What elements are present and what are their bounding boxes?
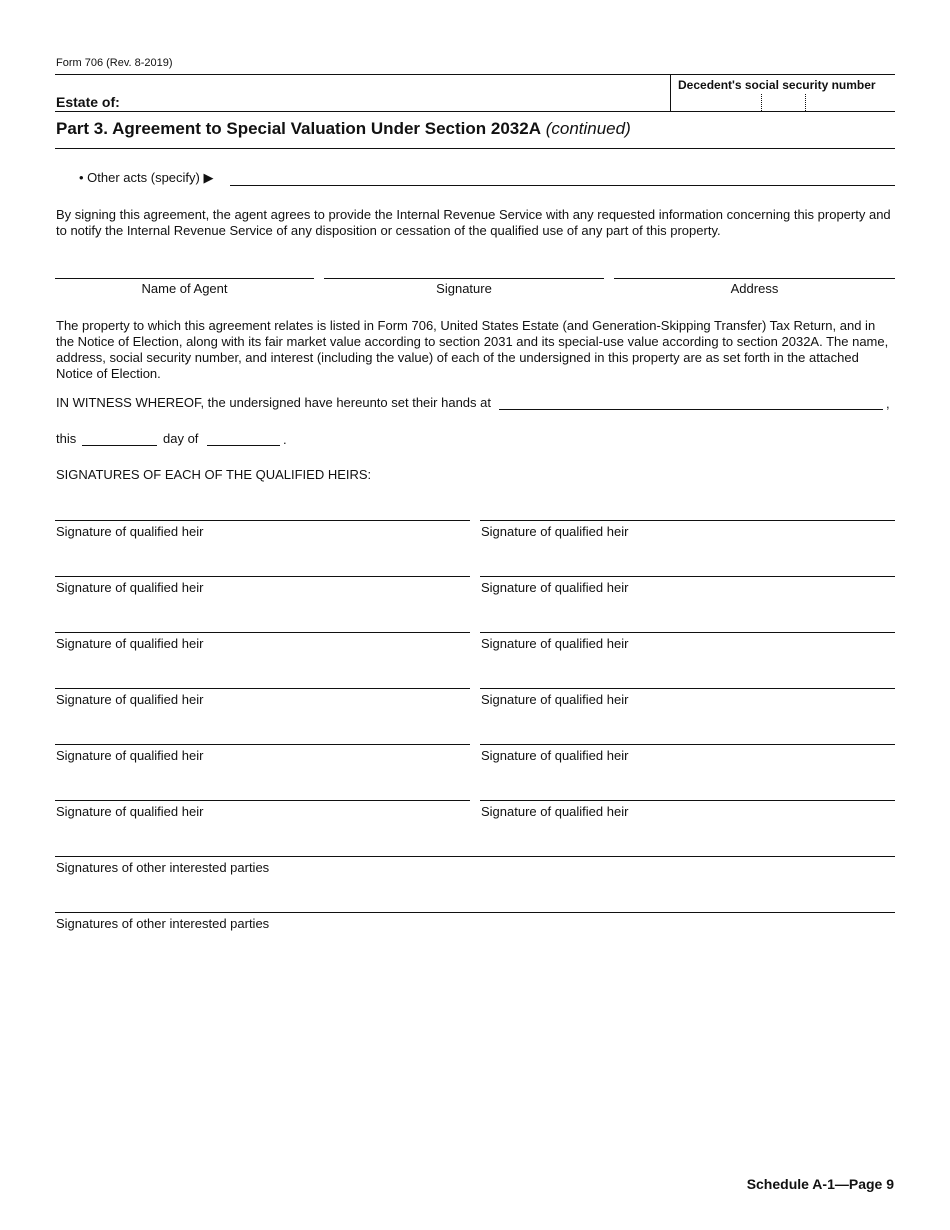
heir-signature-input[interactable]: [55, 561, 470, 577]
witness-text: IN WITNESS WHEREOF, the undersigned have hereunto set their hands at: [56, 395, 491, 410]
part-title-rule: [55, 148, 895, 149]
other-party-signature-input[interactable]: [55, 841, 895, 857]
ssn-label: Decedent's social security number: [678, 78, 876, 92]
agent-signature-input[interactable]: [324, 263, 604, 279]
day-of-label: day of: [163, 431, 199, 446]
heir-signature-input[interactable]: [480, 505, 895, 521]
heir-signature-label: Signature of qualified heir: [56, 692, 204, 707]
part-continued: (continued): [545, 119, 631, 138]
other-acts-input[interactable]: [230, 170, 895, 186]
agent-name-input[interactable]: [55, 263, 314, 279]
header-bottom-rule: [55, 111, 895, 112]
witness-place-input[interactable]: [499, 394, 883, 410]
other-party-signature-label: Signatures of other interested parties: [56, 916, 270, 931]
heir-signature-input[interactable]: [480, 673, 895, 689]
day-input[interactable]: [82, 430, 157, 446]
ssn-input[interactable]: [675, 94, 891, 110]
agent-address-input[interactable]: [614, 263, 895, 279]
heir-signature-label: Signature of qualified heir: [481, 580, 629, 595]
heir-signature-input[interactable]: [480, 561, 895, 577]
heir-signature-input[interactable]: [55, 785, 470, 801]
heir-signature-input[interactable]: [55, 729, 470, 745]
heir-signature-label: Signature of qualified heir: [481, 636, 629, 651]
heir-signature-label: Signature of qualified heir: [56, 748, 204, 763]
heir-signature-input[interactable]: [480, 617, 895, 633]
other-party-signature-label: Signatures of other interested parties: [56, 860, 270, 875]
heir-signature-label: Signature of qualified heir: [56, 636, 204, 651]
heir-signature-label: Signature of qualified heir: [56, 580, 204, 595]
heirs-heading: SIGNATURES OF EACH OF THE QUALIFIED HEIRS:: [56, 467, 372, 482]
other-acts-label: • Other acts (specify) ▶: [79, 170, 214, 185]
heir-signature-input[interactable]: [55, 617, 470, 633]
other-party-signature-input[interactable]: [55, 897, 895, 913]
date-period: .: [283, 432, 287, 447]
heir-signature-input[interactable]: [55, 505, 470, 521]
ssn-box: [670, 74, 895, 112]
heir-signature-label: Signature of qualified heir: [56, 804, 204, 819]
agent-address-caption: Address: [730, 281, 779, 296]
property-paragraph: The property to which this agreement relates is listed in Form 706, United States Estate (and Generation-Skipping Transfer) Tax Return, and in the Notice of Election, along with its fair market value according to section 2031 and its special-use value according to section 2032A. The name, address, social security number, and interest (including the value) of each of the undersigned in this property are as set forth in the attached Notice of Election.: [56, 318, 889, 381]
agent-signature-caption: Signature: [436, 281, 492, 296]
heir-signature-label: Signature of qualified heir: [481, 748, 629, 763]
heir-signature-label: Signature of qualified heir: [56, 524, 204, 539]
part-title-text: Part 3. Agreement to Special Valuation Under Section 2032A: [56, 119, 541, 138]
page-footer: Schedule A-1—Page 9: [746, 1176, 894, 1192]
estate-name-input[interactable]: [130, 92, 660, 108]
heir-signature-label: Signature of qualified heir: [481, 804, 629, 819]
agent-name-caption: Name of Agent: [141, 281, 228, 296]
month-input[interactable]: [207, 430, 280, 446]
agent-paragraph: By signing this agreement, the agent agrees to provide the Internal Revenue Service with any requested information concerning this property and to notify the Internal Revenue Service of any disposition or cessation of the qualified use of any part of this property.: [56, 207, 891, 238]
heir-signature-label: Signature of qualified heir: [481, 692, 629, 707]
heir-signature-input[interactable]: [480, 785, 895, 801]
heir-signature-input[interactable]: [480, 729, 895, 745]
form-id: Form 706 (Rev. 8-2019): [56, 57, 173, 69]
heir-signature-label: Signature of qualified heir: [481, 524, 629, 539]
this-label: this: [56, 431, 77, 446]
witness-comma: ,: [886, 396, 890, 411]
heir-signature-input[interactable]: [55, 673, 470, 689]
part-title: [56, 119, 631, 139]
estate-label: Estate of:: [56, 94, 120, 110]
